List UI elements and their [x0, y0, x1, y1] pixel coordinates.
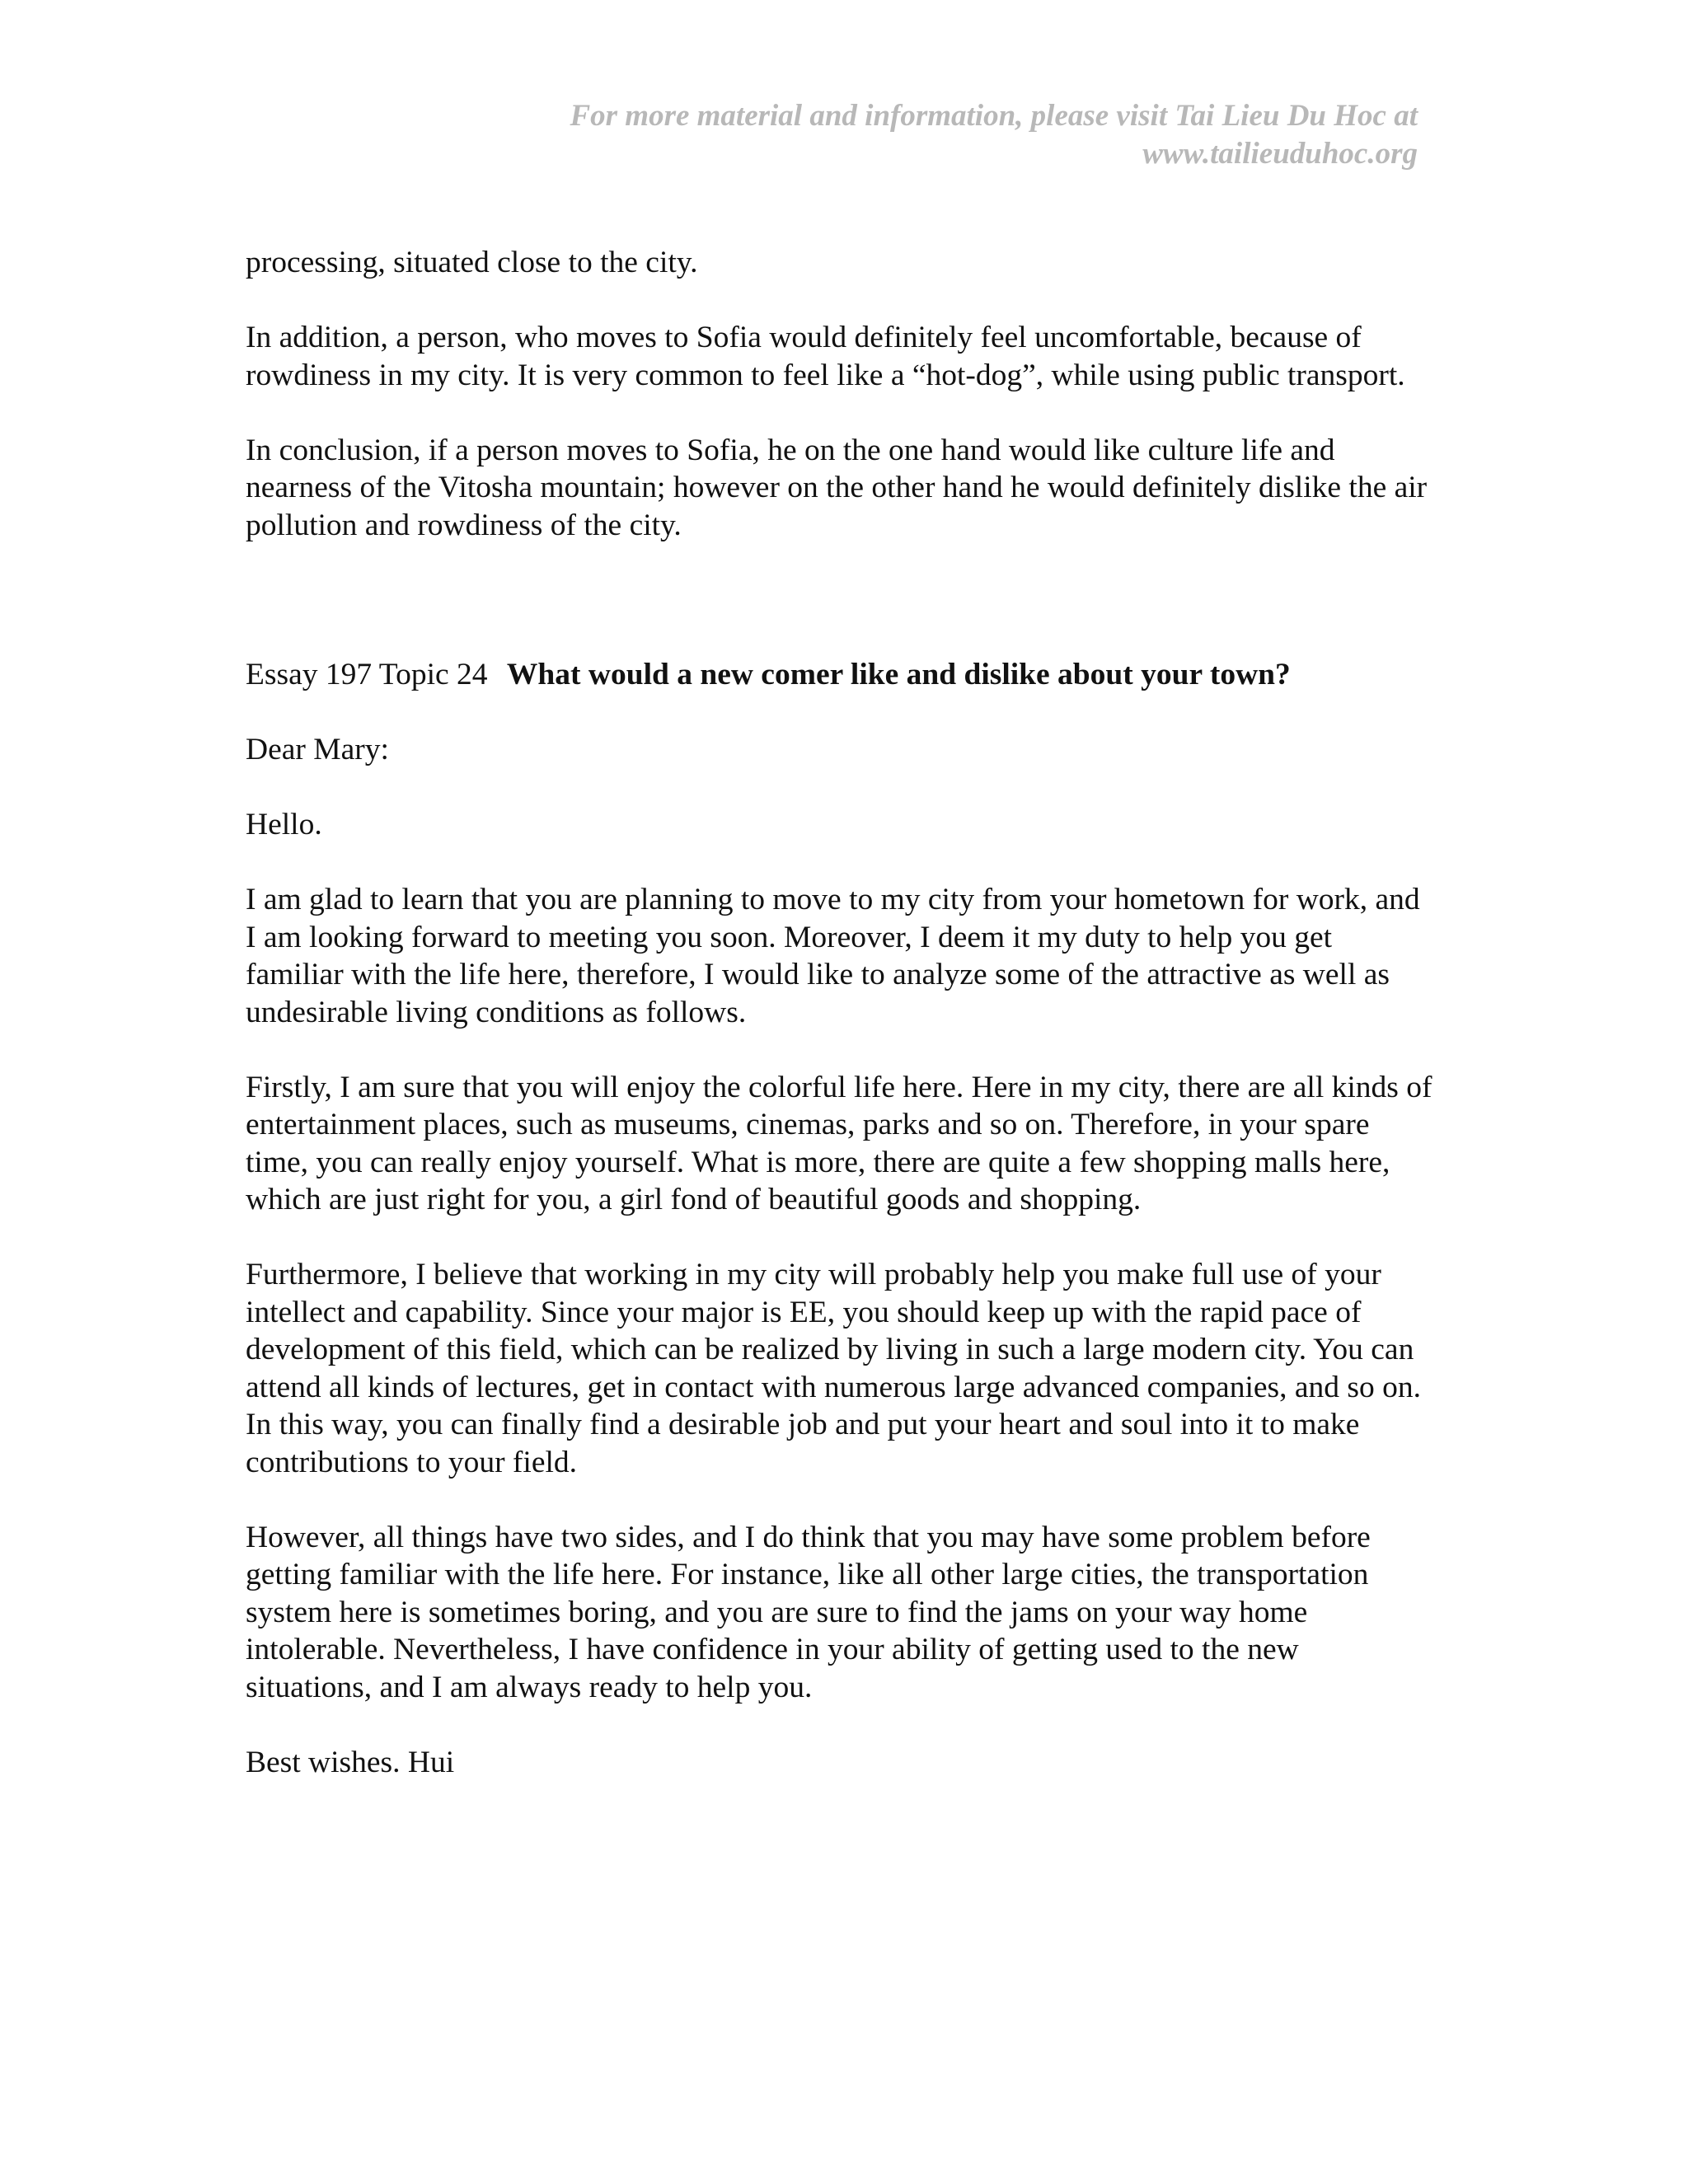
- salutation: Dear Mary:: [246, 733, 389, 766]
- essay-title: [246, 656, 1432, 694]
- essay-paragraph: However, all things have two sides, and I do think that you may have some problem before getting familiar with the life here. For instance, like all other large cities, the transportation system here is sometimes boring, and you are sure to find the jams on your way home intolerable. Nevertheless, I have confidence in your ability of getting used to the new situations, and I am always ready to help you.: [246, 1520, 1371, 1704]
- document-body: [246, 244, 1432, 1819]
- previous-essay-paragraph: processing, situated close to the city.: [246, 246, 698, 279]
- previous-essay-paragraph: In addition, a person, who moves to Sofia would definitely feel uncomfortable, because of rowdiness in my city. It is very common to feel like a “hot-dog”, while using public transport.: [246, 321, 1405, 392]
- essay-label: Essay 197 Topic 24: [246, 658, 488, 691]
- closing: Best wishes. Hui: [246, 1745, 455, 1779]
- previous-essay-conclusion: In conclusion, if a person moves to Sofia, he on the one hand would like culture life and nearness of the Vitosha mountain; however on the other hand he would definitely dislike the air pollution and rowdiness of the city.: [246, 433, 1428, 542]
- essay-paragraph: Furthermore, I believe that working in my city will probably help you make full use of your intellect and capability. Since your major is EE, you should keep up with the rapid pace of development of this field, which can be realized by living in such a large modern city. You can attend all kinds of lectures, get in contact with numerous large advanced companies, and so on. In this way, you can finally find a desirable job and put your heart and soul into it to make contributions to your field.: [246, 1258, 1421, 1479]
- essay-paragraph: I am glad to learn that you are planning to move to my city from your hometown for work, and I am looking forward to meeting you soon. Moreover, I deem it my duty to help you get familiar with the life here, therefore, I would like to analyze some of the attractive as well as undesirable living conditions as follows.: [246, 883, 1420, 1029]
- greeting: Hello.: [246, 808, 322, 841]
- essay-topic: What would a new comer like and dislike about your town?: [506, 658, 1291, 691]
- header-line-2: www.tailieuduhoc.org: [1142, 137, 1418, 171]
- essay-paragraph: Firstly, I am sure that you will enjoy the colorful life here. Here in my city, there are all kinds of entertainment places, such as museums, cinemas, parks and so on. Therefore, in your spare time, you can really enjoy yourself. What is more, there are quite a few shopping malls here, which are just right for you, a girl fond of beautiful goods and shopping.: [246, 1070, 1432, 1216]
- header-line-1: For more material and information, please visit Tai Lieu Du Hoc at: [570, 99, 1418, 133]
- page-header: [346, 97, 1418, 173]
